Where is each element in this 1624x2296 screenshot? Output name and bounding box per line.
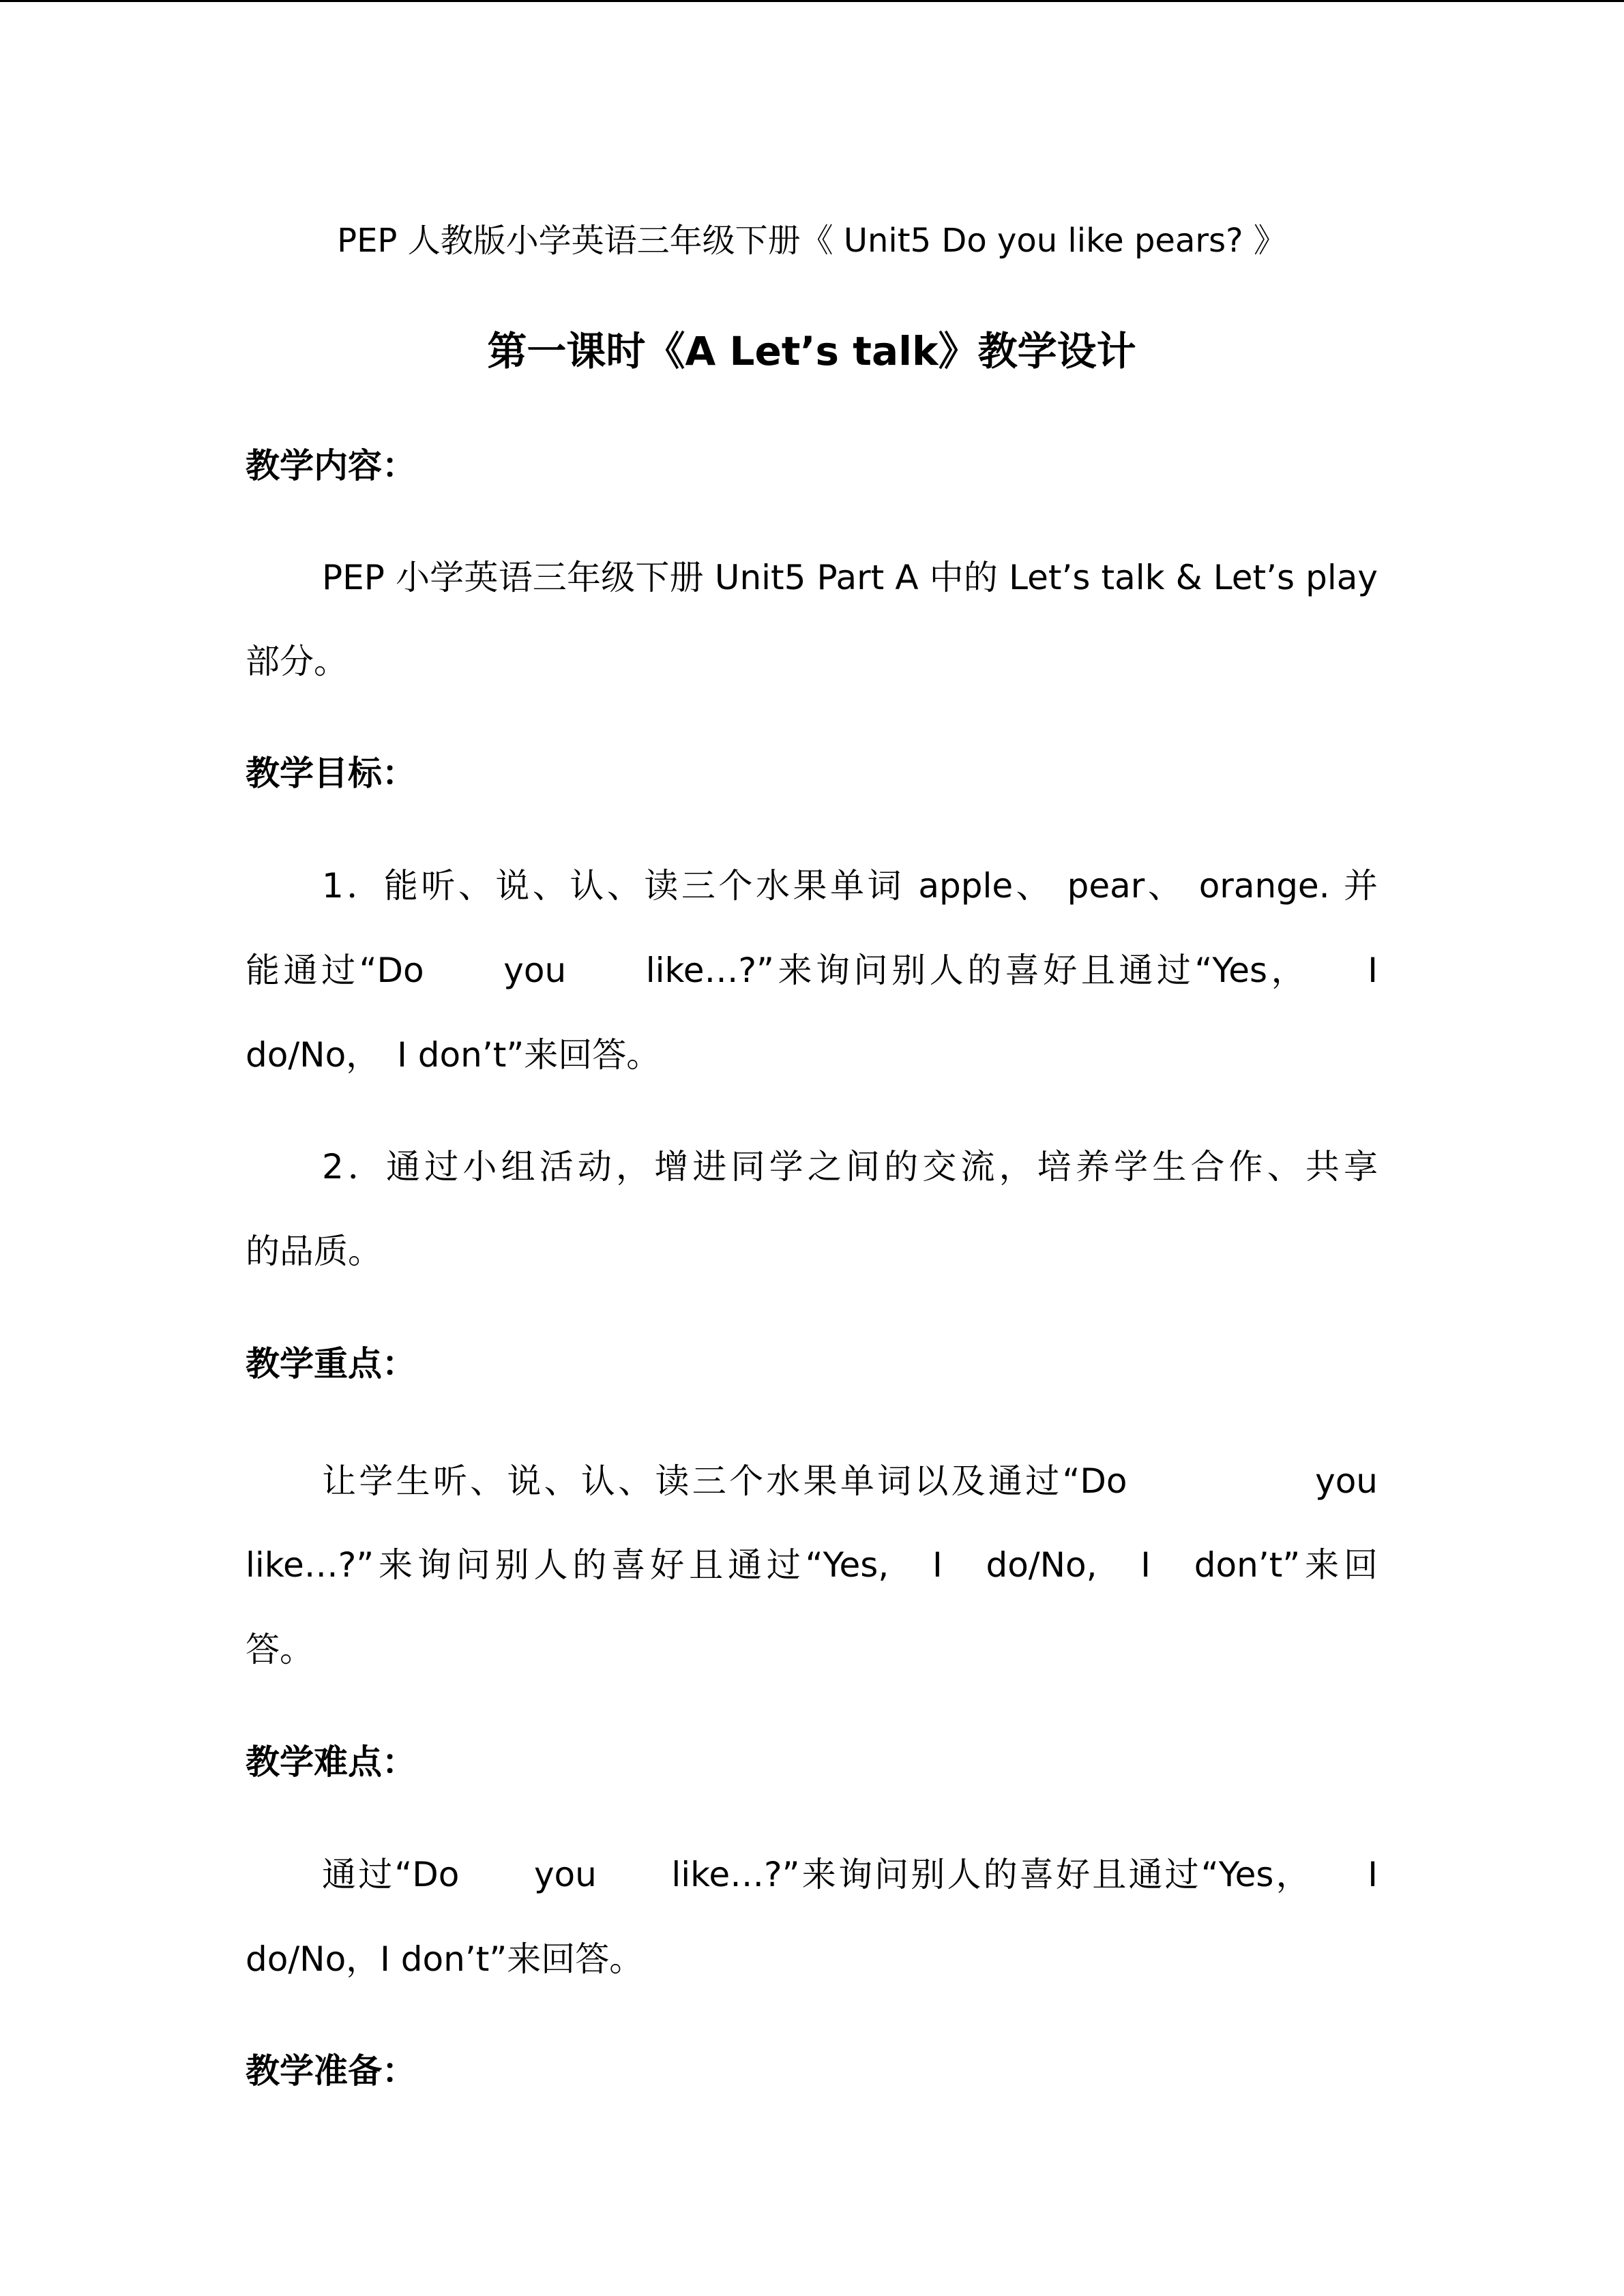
document-title: PEP 人教版小学英语三年级下册《 Unit5 Do you like pears? 》 xyxy=(337,222,1286,260)
goals-line-1: 1．能听、说、认、读三个水果单词 apple、 pear、 orange. 并 xyxy=(322,866,1378,906)
heading-teaching-content: 教学内容： xyxy=(246,446,416,486)
goals-line-3: do/No， I don’t”来回答。 xyxy=(246,1035,661,1075)
heading-key-points: 教学重点： xyxy=(246,1344,416,1384)
heading-difficulties: 教学难点： xyxy=(246,1742,416,1782)
content-line-2: 部分。 xyxy=(246,642,348,681)
key-points-line-3: 答。 xyxy=(246,1630,314,1669)
heading-preparation: 教学准备： xyxy=(246,2051,416,2091)
content-line-1: PEP 小学英语三年级下册 Unit5 Part A 中的 Let’s talk & Let’s play xyxy=(322,558,1378,597)
goals-line-5: 的品质。 xyxy=(246,1232,382,1271)
key-points-line-2: like…?”来询问别人的喜好且通过“Yes, I do/No, I don’t”来回 xyxy=(246,1545,1378,1585)
key-points-line-1: 让学生听、说、认、读三个水果单词以及通过“Do you xyxy=(322,1461,1378,1501)
goals-line-4: 2．通过小组活动，增进同学之间的交流，培养学生合作、共享 xyxy=(322,1147,1378,1187)
difficulties-line-2: do/No，I don’t”来回答。 xyxy=(246,1939,644,1979)
goals-line-2: 能通过“Do you like…?”来询问别人的喜好且通过“Yes， I xyxy=(246,951,1378,990)
document-subtitle: 第一课时《A Let’s talk》教学设计 xyxy=(487,328,1136,374)
difficulties-line-1: 通过“Do you like…?”来询问别人的喜好且通过“Yes， I xyxy=(322,1855,1378,1894)
heading-teaching-goals: 教学目标： xyxy=(246,754,416,793)
top-border-line xyxy=(0,0,1624,2)
